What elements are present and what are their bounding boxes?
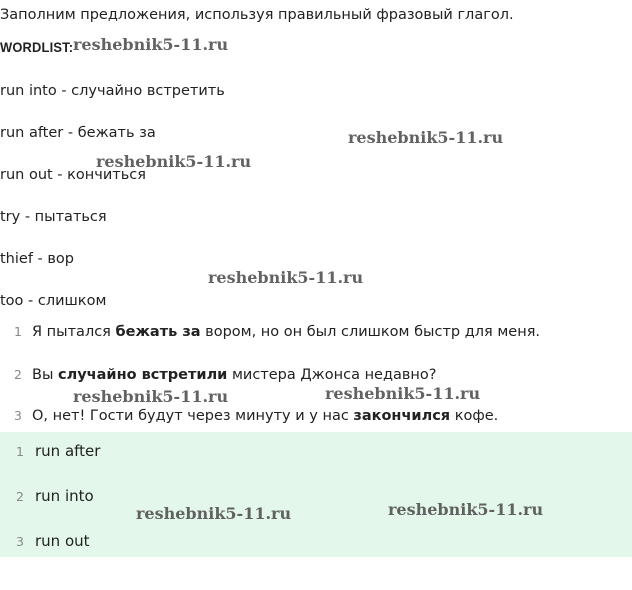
- answer-text: run out: [35, 532, 90, 550]
- sentence-highlight: закончился: [353, 408, 451, 424]
- exercise-sentence: [14, 324, 540, 340]
- wordlist-item: run after - бежать за: [0, 125, 156, 141]
- watermark: reshebnik5-11.ru: [96, 152, 252, 171]
- exercise-sentence: [14, 367, 436, 383]
- watermark: reshebnik5-11.ru: [325, 384, 481, 403]
- exercise-sentence: [14, 408, 498, 424]
- watermark: reshebnik5-11.ru: [208, 268, 364, 287]
- answer-item: [16, 442, 100, 460]
- watermark: reshebnik5-11.ru: [73, 387, 229, 406]
- sentence-text: Я пытался: [32, 324, 116, 340]
- watermark: reshebnik5-11.ru: [73, 35, 229, 54]
- answer-item: [16, 487, 94, 505]
- sentence-highlight: бежать за: [115, 324, 201, 340]
- sentence-number: 1: [14, 324, 22, 339]
- sentence-text: Вы: [32, 367, 59, 383]
- sentence-number: 3: [14, 408, 22, 423]
- answer-item: [16, 532, 90, 550]
- wordlist-label: WORDLIST:: [0, 39, 74, 55]
- wordlist-item: run into - случайно встретить: [0, 83, 225, 99]
- answer-text: run after: [35, 442, 101, 460]
- answer-number: 3: [16, 534, 24, 549]
- wordlist-item: too - слишком: [0, 293, 107, 309]
- watermark: reshebnik5-11.ru: [136, 504, 292, 523]
- wordlist-item: run out - кончиться: [0, 167, 146, 183]
- wordlist-item: try - пытаться: [0, 209, 107, 225]
- sentence-text: мистера Джонса недавно?: [227, 367, 437, 383]
- sentence-text: вором, но он был слишком быстр для меня.: [200, 324, 541, 340]
- answer-number: 2: [16, 489, 24, 504]
- answer-panel: [0, 432, 632, 557]
- watermark: reshebnik5-11.ru: [388, 500, 544, 519]
- sentence-highlight: случайно встретили: [58, 367, 228, 383]
- answer-number: 1: [16, 444, 24, 459]
- sentence-text: О, нет! Гости будут через минуту и у нас: [32, 408, 354, 424]
- sentence-number: 2: [14, 367, 22, 382]
- answer-text: run into: [35, 487, 94, 505]
- sentence-text: кофе.: [450, 408, 499, 424]
- watermark: reshebnik5-11.ru: [348, 128, 504, 147]
- task-instruction: Заполним предложения, используя правильный фразовый глагол.: [0, 7, 514, 23]
- wordlist-item: thief - вор: [0, 251, 75, 267]
